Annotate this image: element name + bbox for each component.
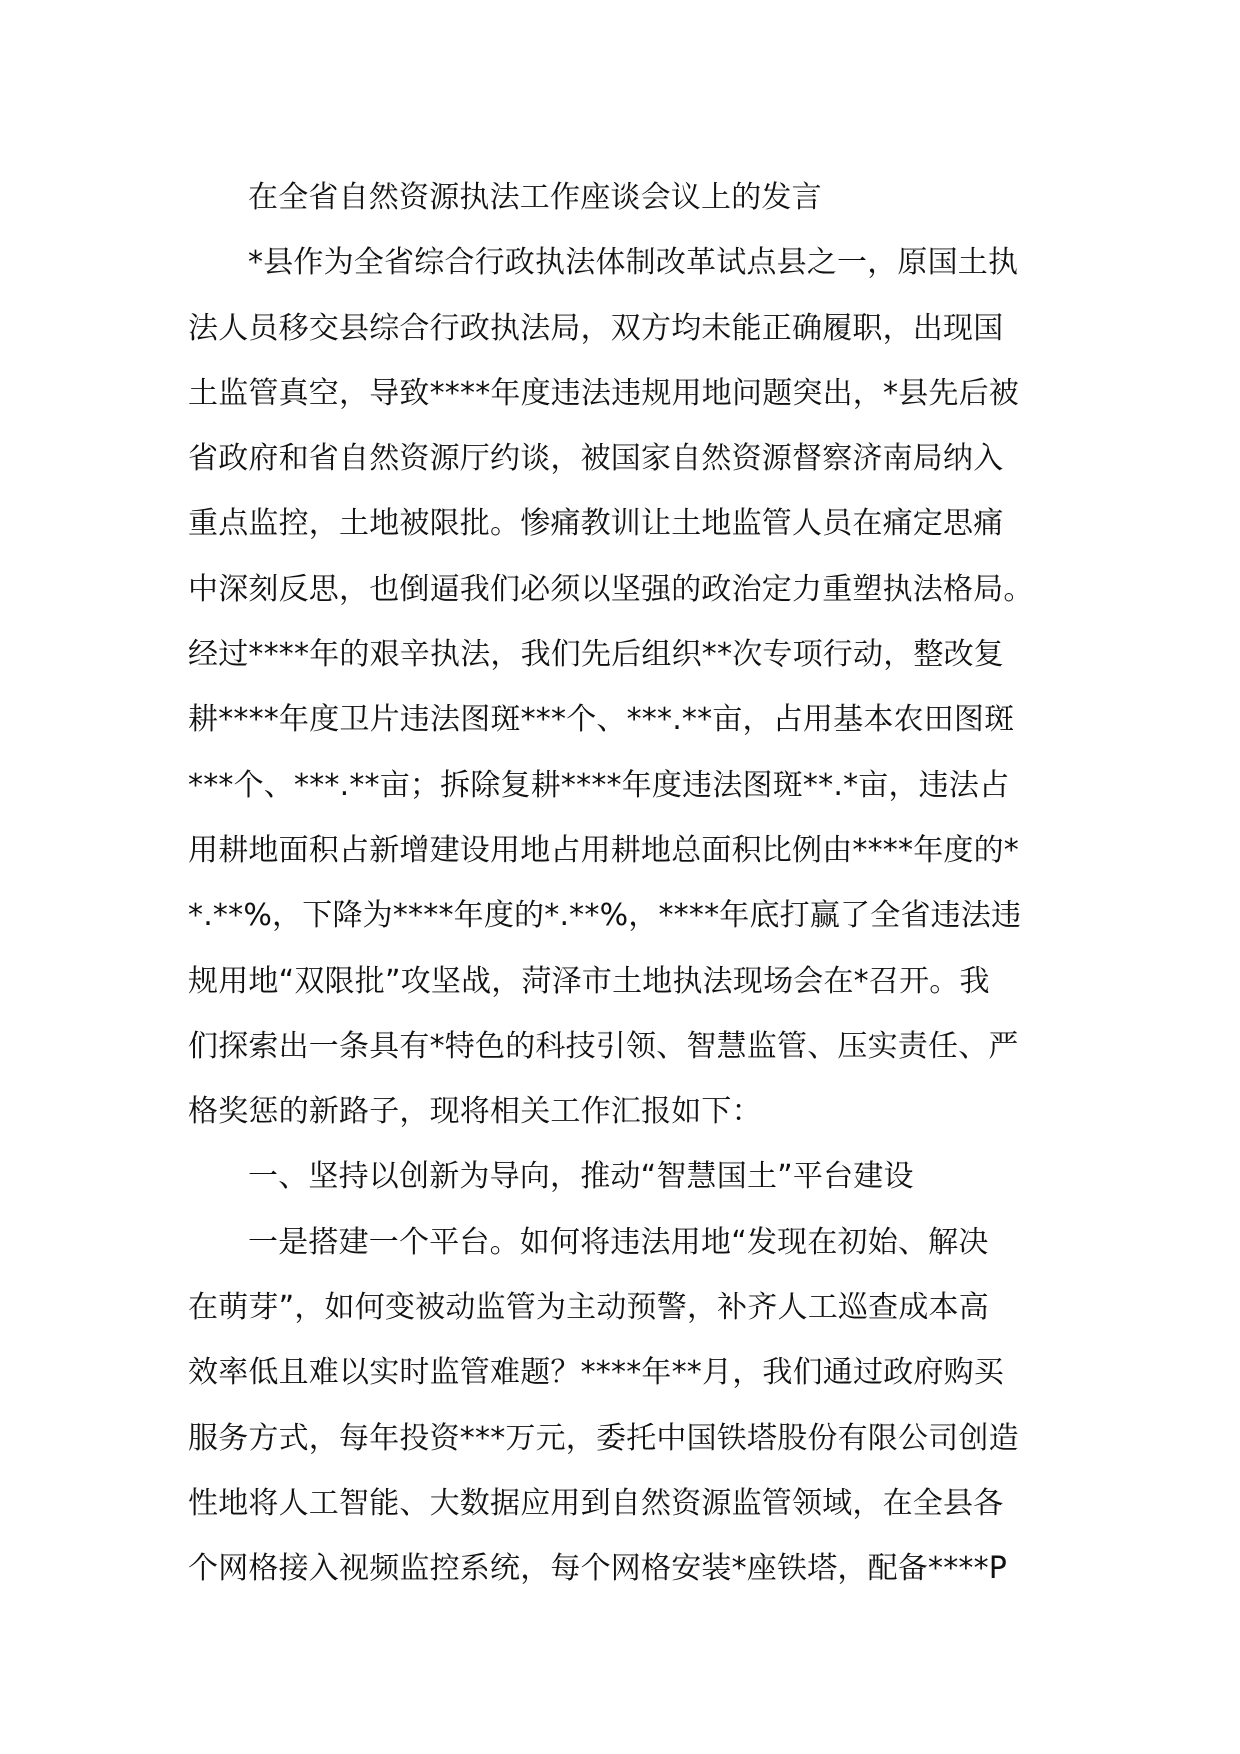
paragraph-line: 省政府和省自然资源厅约谈，被国家自然资源督察济南局纳入 (188, 441, 1004, 477)
paragraph-line: ***个、***.**亩；拆除复耕****年度违法图斑**.*亩，违法占 (188, 767, 1010, 803)
paragraph-line: 经过****年的艰辛执法，我们先后组织**次专项行动，整改复 (188, 637, 1004, 673)
paragraph-line: 效率低且难以实时监管难题？****年**月，我们通过政府购买 (188, 1355, 1004, 1391)
paragraph-line: 重点监控，土地被限批。惨痛教训让土地监管人员在痛定思痛 (188, 506, 1004, 542)
paragraph-line: 法人员移交县综合行政执法局，双方均未能正确履职，出现国 (188, 310, 1004, 346)
paragraph-line: 性地将人工智能、大数据应用到自然资源监管领域，在全县各 (188, 1485, 1004, 1521)
paragraph-line: 个网格接入视频监控系统，每个网格安装*座铁塔，配备****P (188, 1551, 1008, 1587)
paragraph-line: 在萌芽”，如何变被动监管为主动预警，补齐人工巡查成本高 (188, 1290, 989, 1326)
paragraph-line: 耕****年度卫片违法图斑***个、***.**亩，占用基本农田图斑 (188, 702, 1015, 738)
paragraph-line: *.**%，下降为****年度的*.**%，****年底打赢了全省违法违 (188, 898, 1022, 934)
paragraph-line: 中深刻反思，也倒逼我们必须以坚强的政治定力重塑执法格局。 (188, 571, 1034, 607)
paragraph-line: 土监管真空，导致****年度违法违规用地问题突出，*县先后被 (188, 375, 1019, 411)
document-body (188, 165, 1118, 1602)
paragraph-line: 服务方式，每年投资***万元，委托中国铁塔股份有限公司创造 (188, 1420, 1019, 1456)
paragraph-line: 一是搭建一个平台。如何将违法用地“发现在初始、解决 (248, 1224, 989, 1260)
paragraph-line: 们探索出一条具有*特色的科技引领、智慧监管、压实责任、严 (188, 1028, 1019, 1064)
paragraph-line: 格奖惩的新路子，现将相关工作汇报如下： (188, 1094, 762, 1130)
paragraph-line: *县作为全省综合行政执法体制改革试点县之一，原国土执 (248, 245, 1019, 281)
document-title: 在全省自然资源执法工作座谈会议上的发言 (248, 180, 822, 215)
section-heading: 一、坚持以创新为导向，推动“智慧国土”平台建设 (248, 1159, 914, 1195)
paragraph-line: 用耕地面积占新增建设用地占用耕地总面积比例由****年度的* (188, 832, 1019, 868)
paragraph-line: 规用地“双限批”攻坚战，菏泽市土地执法现场会在*召开。我 (188, 963, 990, 999)
